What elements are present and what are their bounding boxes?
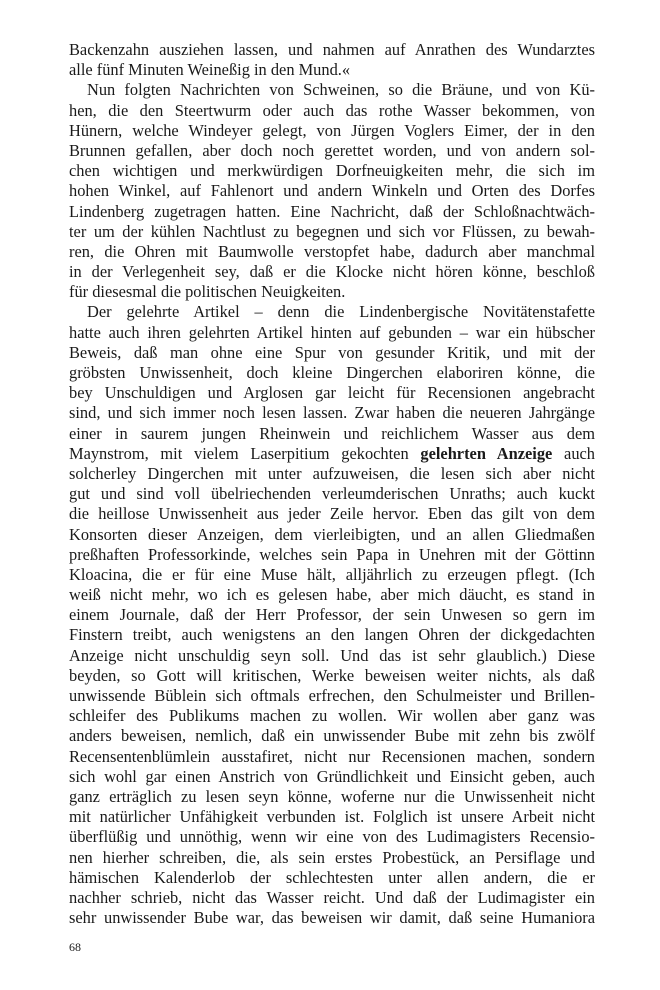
text-line: Finstern treibt, auch wenigstens an den langen Ohren der dickgedachten [69,625,595,645]
text-line: anders beweisen, nemlich, daß ein unwissender Bube mit zehn bis zwölf [69,726,595,746]
text-line: chen wichtigen und merkwürdigen Dorfneuigkeiten mehr, die sich im [69,161,595,181]
text-line: nachher schrieb, nicht das Wasser reicht. Und daß der Ludimagister ein [69,887,595,907]
text-line: nen hierher schreiben, die, als sein erstes Probestück, an Persiflage und [69,847,595,867]
text-line: hohen Winkel, auf Fahlenort und andern Winkeln und Orten des Dorfes [69,181,595,201]
text-line: schleifer des Publikums machen zu wollen. Wir wollen aber ganz was [69,706,595,726]
body-text [69,40,595,928]
text-line: einer in saurem jungen Rheinwein und reichlichem Wasser aus dem [69,423,595,443]
text-line: alle fünf Minuten Weineßig in den Mund.« [69,60,351,80]
text-line: beyden, so Gott will kritischen, Werke beweisen weiter nichts, als daß [69,665,595,685]
text-line: Beweis, daß man ohne eine Spur von gesunder Kritik, und mit der [69,342,595,362]
text-line: Konsorten dieser Anzeigen, dem vierleibigten, und an allen Gliedmaßen [69,524,595,544]
text-line: hämischen Kalenderlob der schlechtesten unter allen andern, die er [69,867,595,887]
text-segment: Maynstrom, mit vielem Laserpitium gekochten [69,443,409,463]
text-line: hatte auch ihren gelehrten Artikel hinten auf gebunden – war ein hübscher [69,322,595,342]
text-line: ren, die Ohren mit Baumwolle verstopfet habe, dadurch aber manchmal [69,241,595,261]
text-segment: auch [564,443,595,463]
text-line: bey Unschuldigen und Arglosen gar leicht für Recensionen angebracht [69,383,595,403]
text-line: gut und sind voll übelriechenden verleumderischen Unraths; auch kuckt [69,484,595,504]
text-line: gröbsten Unwissenheit, doch kleine Dingerchen elaboriren könne, die [69,363,595,382]
text-line: in der Verlegenheit sey, daß er die Klocke nicht hören könne, beschloß [69,262,595,282]
text-line: sich wohl gar einen Anstrich von Gründlichkeit und Einsicht geben, auch [69,766,595,786]
text-line: Recensentenblümlein ausstafiret, nicht nur Recensionen machen, sondern [69,746,595,766]
text-line: Kloacina, die er für eine Muse hält, alljährlich zu erzeugen pflegt. (Ich [69,564,595,584]
text-line: sehr unwissender Bube war, das beweisen wir damit, daß seine Humaniora [69,908,595,928]
text-line: preßhaften Professorkinde, welches sein Papa in Unehren mit der Göttinn [69,544,595,564]
text-line: Lindenberg zugetragen hatten. Eine Nachricht, daß der Schloßnachtwäch- [69,201,595,221]
text-line: Hünern, welche Windeyer gelegt, von Jürgen Voglers Eimer, der in den [69,120,595,140]
text-line: Nun folgten Nachrichten von Schweinen, so die Bräune, und von Kü- [87,80,595,100]
text-line: einem Journale, daß der Herr Professor, der sein Unwesen so gern im [69,605,595,625]
text-line: sind, und sich immer noch lesen lassen. Zwar haben die neueren Jahrgänge [69,403,595,423]
text-line: weiß nicht mehr, wo ich es gelesen habe, aber mich däucht, es stand in [69,585,595,605]
text-line: für diesesmal die politischen Neuigkeiten. [69,282,346,302]
text-line: mit natürlicher Unfähigkeit verbunden ist. Folglich ist unsere Arbeit nicht [69,807,595,827]
text-line: Brunnen gefallen, aber doch noch gerettet worden, und von andern sol- [69,140,595,160]
text-line: unwissende Büblein sich oftmals erfrechen, den Schulmeister und Brillen- [69,686,595,705]
text-line: die heillose Unwissenheit aus jeder Zeile hervor. Eben das gilt von dem [69,504,595,524]
text-line [69,444,595,464]
text-line: Backenzahn ausziehen lassen, und nahmen auf Anrathen des Wundarztes [69,40,595,59]
bold-term: gelehrten Anzeige [420,443,553,463]
page-number: 68 [69,940,81,954]
text-line: Der gelehrte Artikel – denn die Lindenbergische Novitätenstafette [87,302,595,322]
text-line: ter um der kühlen Nachtlust zu begegnen und sich vor Flüssen, zu bewah- [69,221,595,241]
text-line: solcherley Dingerchen mit unter aufzuweisen, die lesen sich aber nicht [69,463,595,483]
text-line: Anzeige nicht unschuldig seyn soll. Und das ist sehr glaublich.) Diese [69,645,595,665]
text-line: hen, die den Steertwurm oder auch das rothe Wasser bekommen, von [69,100,595,120]
text-line: überflüßig und unnöthig, wenn wir eine von des Ludimagisters Recensio- [69,827,595,847]
text-line: ganz erträglich zu lesen seyn könne, woferne nur die Unwissenheit nicht [69,786,595,806]
